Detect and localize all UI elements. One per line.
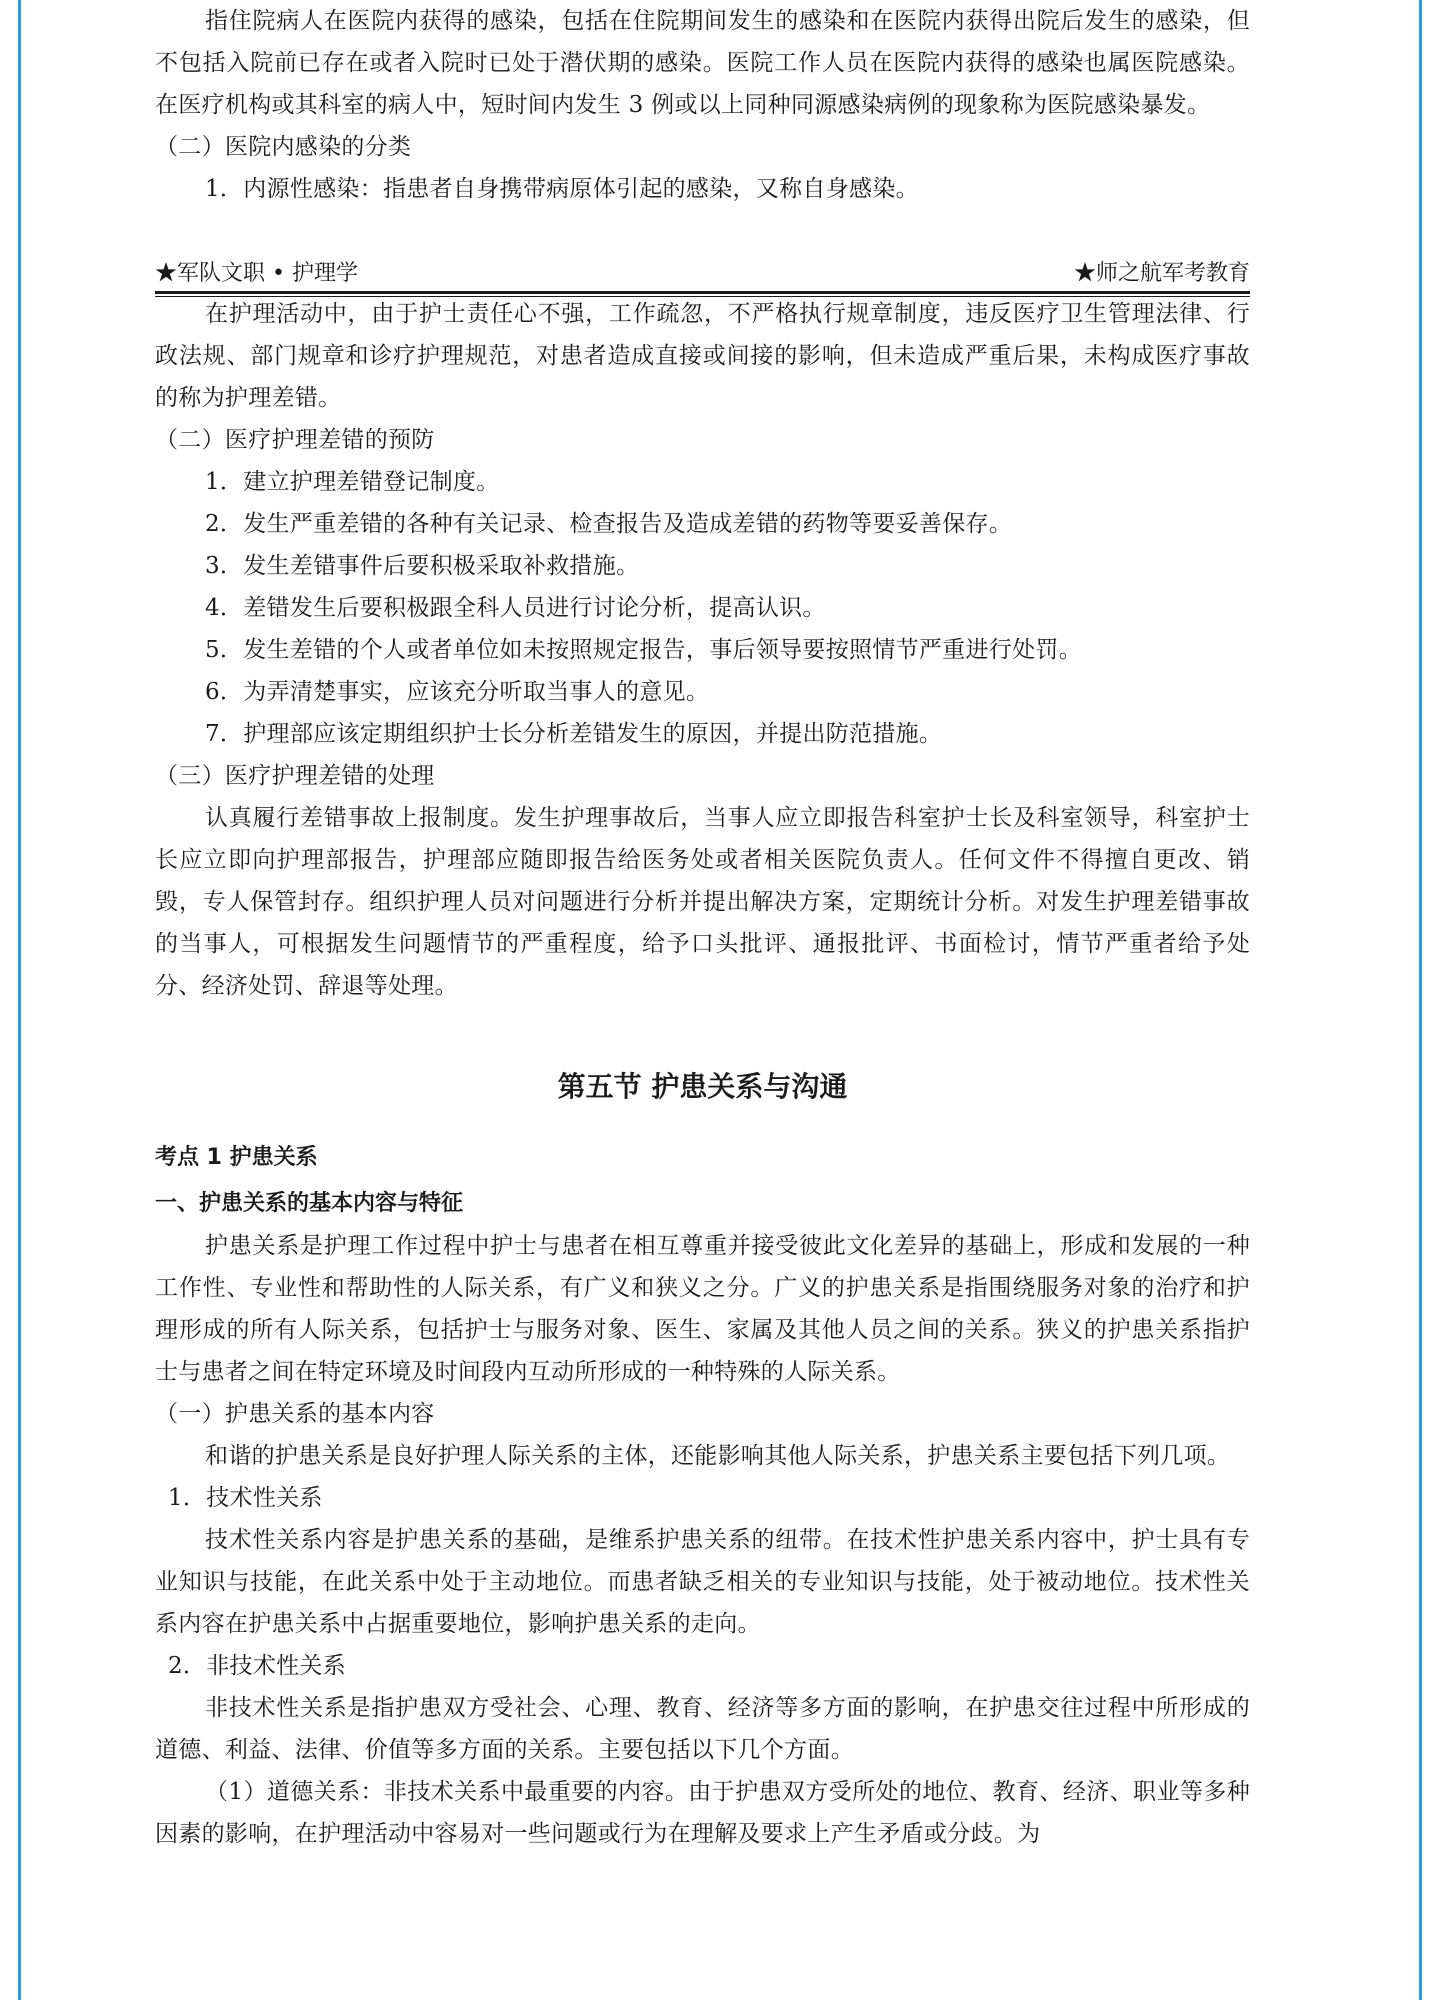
section-five-title: 第五节 护患关系与沟通 xyxy=(557,1070,848,1103)
infection-classification-heading: （二）医院内感染的分类 xyxy=(155,134,412,160)
running-header xyxy=(155,256,1250,290)
prevention-item-4: 4．差错发生后要积极跟全科人员进行讨论分析，提高认识。 xyxy=(205,595,826,621)
nursing-error-definition: 在护理活动中，由于护士责任心不强，工作疏忽，不严格执行规章制度，违反医疗卫生管理法律、行政法规、部门规章和诊疗护理规范，对患者造成直接或间接的影响，但未造成严重后果，未构成医疗事故的称为护理差错。 xyxy=(155,301,1250,411)
prevention-item-2: 2．发生严重差错的各种有关记录、检查报告及造成差错的药物等要妥善保存。 xyxy=(205,511,1013,537)
prevention-item-5: 5．发生差错的个人或者单位如未按照规定报告，事后领导要按照情节严重进行处罚。 xyxy=(205,637,1083,663)
header-left-title: ★军队文职 • 护理学 xyxy=(155,261,358,286)
prevention-item-6: 6．为弄清楚事实，应该充分听取当事人的意见。 xyxy=(205,679,710,705)
page-border-left xyxy=(18,0,21,2000)
prevention-item-1: 1．建立护理差错登记制度。 xyxy=(205,469,500,495)
non-technical-relation-paragraph: 非技术性关系是指护患双方受社会、心理、教育、经济等多方面的影响，在护患交往过程中所形成的道德、利益、法律、价值等多方面的关系。主要包括以下几个方面。 xyxy=(155,1695,1250,1763)
relation-definition-paragraph: 护患关系是护理工作过程中护士与患者在相互尊重并接受彼此文化差异的基础上，形成和发展的一种工作性、专业性和帮助性的人际关系，有广义和狭义之分。广义的护患关系是指围绕服务对象的治疗和护理形成的所有人际关系，包括护士与服务对象、医生、家属及其他人员之间的关系。狭义的护患关系指护士与患者之间在特定环境及时间段内互动所形成的一种特殊的人际关系。 xyxy=(155,1233,1250,1385)
non-technical-relation-title: 2．非技术性关系 xyxy=(168,1653,347,1679)
document-page xyxy=(155,0,1250,1855)
relation-content-heading: 一、护患关系的基本内容与特征 xyxy=(155,1191,464,1216)
technical-relation-paragraph: 技术性关系内容是护患关系的基础，是维系护患关系的纽带。在技术性护患关系内容中，护士具有专业知识与技能，在此关系中处于主动地位。而患者缺乏相关的专业知识与技能，处于被动地位。技术性关系内容在护患关系中占据重要地位，影响护患关系的走向。 xyxy=(155,1527,1250,1637)
prevention-item-7: 7．护理部应该定期组织护士长分析差错发生的原因，并提出防范措施。 xyxy=(205,721,943,747)
hospital-infection-definition: 指住院病人在医院内获得的感染，包括在住院期间发生的感染和在医院内获得出院后发生的感染，但不包括入院前已存在或者入院时已处于潜伏期的感染。医院工作人员在医院内获得的感染也属医院感染。在医疗机构或其科室的病人中，短时间内发生 3 例或以上同种同源感染病例的现象称为医院感染暴发。 xyxy=(155,8,1250,118)
prevention-item-3: 3．发生差错事件后要积极采取补救措施。 xyxy=(205,553,640,579)
error-handling-paragraph: 认真履行差错事故上报制度。发生护理事故后，当事人应立即报告科室护士长及科室领导，科室护士长应立即向护理部报告，护理部应随即报告给医务处或者相关医院负责人。任何文件不得擅自更改、销毁，专人保管封存。组织护理人员对问题进行分析并提出解决方案，定期统计分析。对发生护理差错事故的当事人，可根据发生问题情节的严重程度，给予口头批评、通报批评、书面检讨，情节严重者给予处分、经济处罚、辞退等处理。 xyxy=(155,805,1250,999)
exam-point-heading: 考点 1 护患关系 xyxy=(155,1145,318,1170)
technical-relation-title: 1．技术性关系 xyxy=(168,1485,323,1511)
error-handling-heading: （三）医疗护理差错的处理 xyxy=(155,763,435,789)
endogenous-infection-item: 1．内源性感染：指患者自身携带病原体引起的感染，又称自身感染。 xyxy=(205,176,919,202)
error-prevention-heading: （二）医疗护理差错的预防 xyxy=(155,427,435,453)
header-right-publisher: ★师之航军考教育 xyxy=(1073,261,1250,286)
relation-basic-content-heading: （一）护患关系的基本内容 xyxy=(155,1401,435,1427)
moral-relation-paragraph: （1）道德关系：非技术关系中最重要的内容。由于护患双方受所处的地位、教育、经济、职业等多种因素的影响，在护理活动中容易对一些问题或行为在理解及要求上产生矛盾或分歧。为 xyxy=(155,1779,1250,1847)
page-border-right xyxy=(1419,0,1422,2000)
relation-intro-paragraph: 和谐的护患关系是良好护理人际关系的主体，还能影响其他人际关系，护患关系主要包括下列几项。 xyxy=(205,1443,1231,1469)
